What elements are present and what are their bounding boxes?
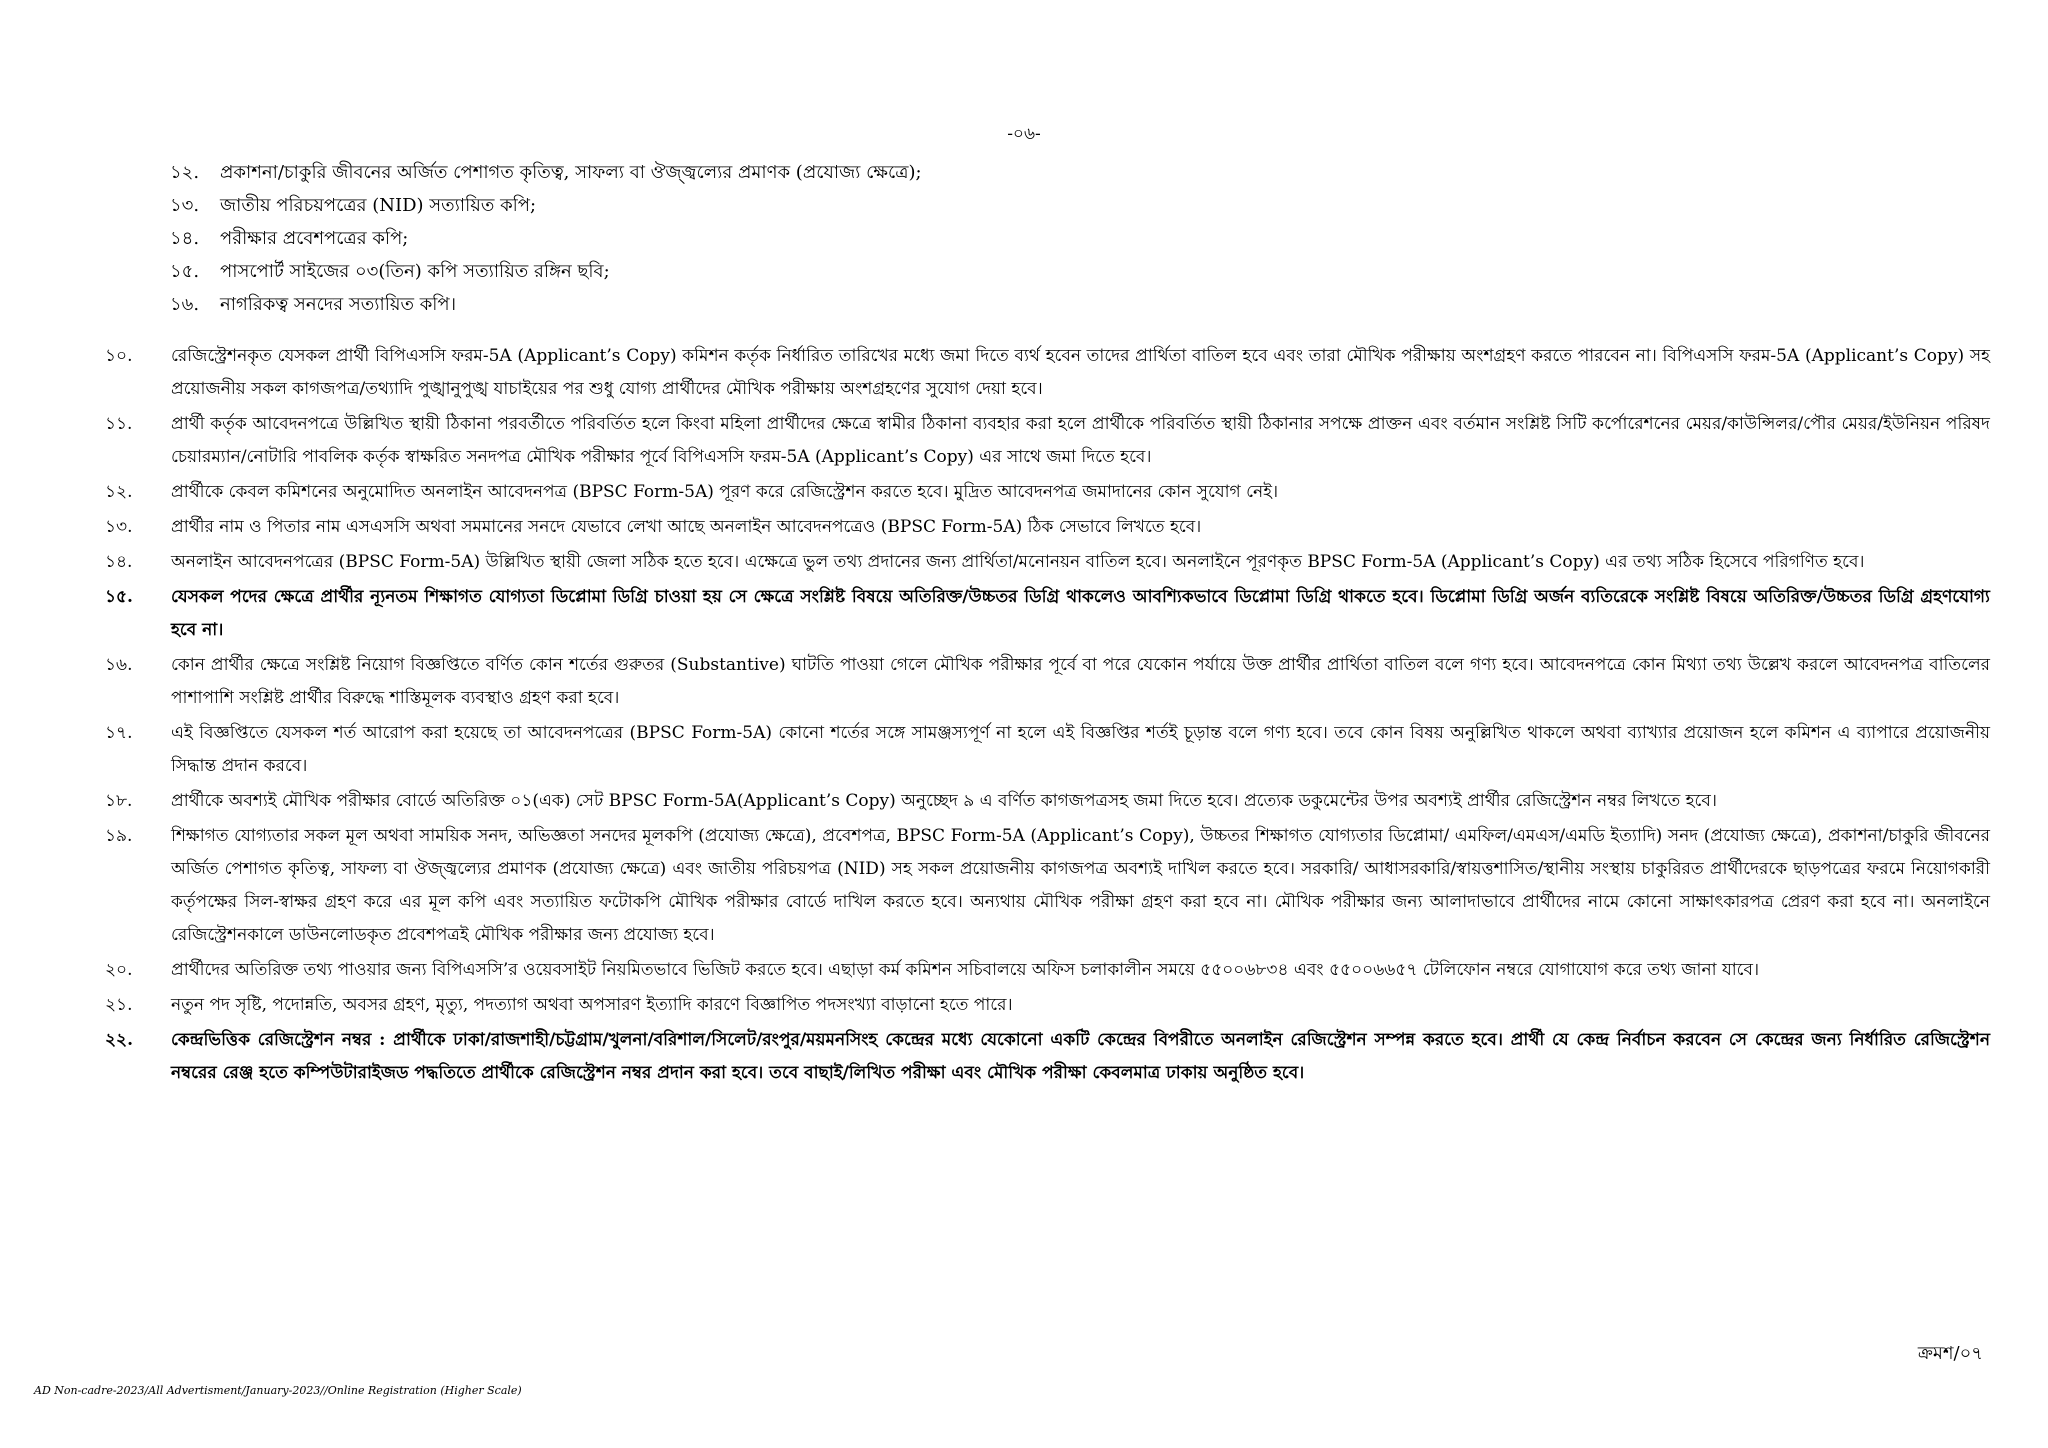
item-text: কোন প্রার্থীর ক্ষেত্রে সংশ্লিষ্ট নিয়োগ বিজ্ঞপ্তিতে বর্ণিত কোন শর্তের গুরুতর (Substantive) ঘাটতি পাওয়া গেলে মৌখিক পরীক্ষার পূর্বে বা পরে যেকোন পর্যায়ে উক্ত প্রার্থীর প্রার্থিতা বাতিল বলে গণ্য হবে। আবেদনপত্রে কোন মিথ্যা তথ্য উল্লেখ করলে আবেদনপত্র বাতিলের পাশাপাশি সংশ্লিষ্ট প্রার্থীর বিরুদ্ধে শাস্তিমূলক ব্যবস্থাও গ্রহণ করা হবে। (171, 655, 1990, 708)
document-main-list (105, 340, 1990, 1092)
sub-item-text: পাসপোর্ট সাইজের ০৩(তিন) কপি সত্যায়িত রঙ্গিন ছবি; (220, 260, 610, 282)
list-item (105, 820, 1990, 952)
item-text: নতুন পদ সৃষ্টি, পদোন্নতি, অবসর গ্রহণ, মৃত্যু, পদত্যাগ অথবা অপসারণ ইত্যাদি কারণে বিজ্ঞাপিত পদসংখ্যা বাড়ানো হতে পারে। (171, 995, 1013, 1015)
sub-list-item (170, 189, 1990, 222)
document-footer: AD Non-cadre-2023/All Advertisment/January-2023//Online Registration (Higher Scale) (34, 1384, 522, 1397)
list-item (105, 546, 1990, 579)
item-text: প্রার্থী কর্তৃক আবেদনপত্রে উল্লিখিত স্থায়ী ঠিকানা পরবর্তীতে পরিবর্তিত হলে কিংবা মহিলা প্রার্থীদের ক্ষেত্রে স্বামীর ঠিকানা ব্যবহার করা হলে প্রার্থীকে পরিবর্তিত স্থায়ী ঠিকানার সপক্ষে প্রাক্তন এবং বর্তমান সংশ্লিষ্ট সিটি কর্পোরেশনের মেয়র/কাউন্সিলর/পৌর মেয়র/ইউনিয়ন পরিষদ চেয়ারম্যান/নোটারি পাবলিক কর্তৃক স্বাক্ষরিত সনদপত্র মৌখিক পরীক্ষার পূর্বে বিপিএসসি ফরম-5A (Applicant’s Copy) এর সাথে জমা দিতে হবে। (171, 414, 1990, 467)
list-item (105, 408, 1990, 474)
sub-list-item (170, 288, 1990, 321)
item-text: কেন্দ্রভিত্তিক রেজিস্ট্রেশন নম্বর : প্রার্থীকে ঢাকা/রাজশাহী/চট্টগ্রাম/খুলনা/বরিশাল/সিলেট/রংপুর/ময়মনসিংহ কেন্দ্রের মধ্যে যেকোনো একটি কেন্দ্রের বিপরীতে অনলাইন রেজিস্ট্রেশন সম্পন্ন করতে হবে। প্রার্থী যে কেন্দ্র নির্বাচন করবেন সে কেন্দ্রের জন্য নির্ধারিত রেজিস্ট্রেশন নম্বরের রেঞ্জ হতে কম্পিউটারাইজড পদ্ধতিতে প্রার্থীকে রেজিস্ট্রেশন নম্বর প্রদান করা হবে। তবে বাছাই/লিখিত পরীক্ষা এবং মৌখিক পরীক্ষা কেবলমাত্র ঢাকায় অনুষ্ঠিত হবে। (171, 1030, 1990, 1083)
sub-item-text: জাতীয় পরিচয়পত্রের (NID) সত্যায়িত কপি; (220, 194, 537, 216)
item-number: ১৭. (105, 723, 133, 743)
sub-item-text: প্রকাশনা/চাকুরি জীবনের অর্জিত পেশাগত কৃতিত্ব, সাফল্য বা ঔজ্জ্বল্যের প্রমাণক (প্রযোজ্য ক্ষেত্রে); (220, 161, 922, 183)
sub-item-number: ১৬. (170, 293, 200, 315)
list-item (105, 340, 1990, 406)
list-item (105, 1024, 1990, 1090)
item-text: প্রার্থীকে কেবল কমিশনের অনুমোদিত অনলাইন আবেদনপত্র (BPSC Form-5A) পূরণ করে রেজিস্ট্রেশন করতে হবে। মুদ্রিত আবেদনপত্র জমাদানের কোন সুযোগ নেই। (171, 482, 1279, 502)
list-item (105, 989, 1990, 1022)
list-item (105, 717, 1990, 783)
sub-item-number: ১৪. (170, 227, 200, 249)
item-number: ১২. (105, 482, 133, 502)
item-number: ১৩. (105, 517, 133, 537)
item-number: ১১. (105, 414, 133, 434)
continued-marker: ক্রমশ/০৭ (1917, 1343, 1983, 1364)
item-text: প্রার্থীকে অবশ্যই মৌখিক পরীক্ষার বোর্ডে অতিরিক্ত ০১(এক) সেট BPSC Form-5A(Applicant’s Copy) অনুচ্ছেদ ৯ এ বর্ণিত কাগজপত্রসহ জমা দিতে হবে। প্রত্যেক ডকুমেন্টের উপর অবশ্যই প্রার্থীর রেজিস্ট্রেশন নম্বর লিখতে হবে। (171, 791, 1717, 811)
sub-item-text: পরীক্ষার প্রবেশপত্রের কপি; (220, 227, 409, 249)
item-number: ১৯. (105, 826, 133, 846)
item-number: ২১. (105, 995, 133, 1015)
item-number: ১৮. (105, 791, 133, 811)
page-number: -০৬- (1007, 124, 1041, 144)
list-item (105, 649, 1990, 715)
list-item (105, 954, 1990, 987)
sub-list-item (170, 156, 1990, 189)
item-text: এই বিজ্ঞপ্তিতে যেসকল শর্ত আরোপ করা হয়েছে তা আবেদনপত্রের (BPSC Form-5A) কোনো শর্তের সঙ্গে সামঞ্জস্যপূর্ণ না হলে এই বিজ্ঞপ্তির শর্তই চূড়ান্ত বলে গণ্য হবে। তবে কোন বিষয় অনুল্লিখিত থাকলে অথবা ব্যাখ্যার প্রয়োজন হলে কমিশন এ ব্যাপারে প্রয়োজনীয় সিদ্ধান্ত প্রদান করবে। (171, 723, 1990, 776)
item-text: অনলাইন আবেদনপত্রের (BPSC Form-5A) উল্লিখিত স্থায়ী জেলা সঠিক হতে হবে। এক্ষেত্রে ভুল তথ্য প্রদানের জন্য প্রার্থিতা/মনোনয়ন বাতিল হবে। অনলাইনে পূরণকৃত BPSC Form-5A (Applicant’s Copy) এর তথ্য সঠিক হিসেবে পরিগণিত হবে। (171, 552, 1865, 572)
document-sub-list (170, 156, 1990, 321)
list-item (105, 476, 1990, 509)
sub-list-item (170, 255, 1990, 288)
sub-list-item (170, 222, 1990, 255)
item-text: শিক্ষাগত যোগ্যতার সকল মূল অথবা সাময়িক সনদ, অভিজ্ঞতা সনদের মূলকপি (প্রযোজ্য ক্ষেত্রে), প্রবেশপত্র, BPSC Form-5A (Applicant’s Copy), উচ্চতর শিক্ষাগত যোগ্যতার ডিপ্লোমা/ এমফিল/এমএস/এমডি ইত্যাদি) সনদ (প্রযোজ্য ক্ষেত্রে), প্রকাশনা/চাকুরি জীবনের অর্জিত পেশাগত কৃতিত্ব, সাফল্য বা ঔজ্জ্বল্যের প্রমাণক (প্রযোজ্য ক্ষেত্রে) এবং জাতীয় পরিচয়পত্র (NID) সহ সকল প্রয়োজনীয় কাগজপত্র অবশ্যই দাখিল করতে হবে। সরকারি/ আধাসরকারি/স্বায়ত্তশাসিত/স্থানীয় সংস্থায় চাকুরিরত প্রার্থীদেরকে ছাড়পত্রের ফরমে নিয়োগকারী কর্তৃপক্ষের সিল-স্বাক্ষর গ্রহণ করে এর মূল কপি এবং সত্যায়িত ফটোকপি মৌখিক পরীক্ষার বোর্ডে দাখিল করতে হবে। অন্যথায় মৌখিক পরীক্ষা গ্রহণ করা হবে না। মৌখিক পরীক্ষার জন্য আলাদাভাবে প্রার্থীদের নামে কোনো সাক্ষাৎকারপত্র প্রেরণ করা হবে না। অনলাইনে রেজিস্ট্রেশনকালে ডাউনলোডকৃত প্রবেশপত্রই মৌখিক পরীক্ষার জন্য প্রযোজ্য হবে। (171, 826, 1990, 945)
sub-item-number: ১২. (170, 161, 200, 183)
item-text: যেসকল পদের ক্ষেত্রে প্রার্থীর ন্যূনতম শিক্ষাগত যোগ্যতা ডিপ্লোমা ডিগ্রি চাওয়া হয় সে ক্ষেত্রে সংশ্লিষ্ট বিষয়ে অতিরিক্ত/উচ্চতর ডিগ্রি থাকলেও আবশ্যিকভাবে ডিপ্লোমা ডিগ্রি থাকতে হবে। ডিপ্লোমা ডিগ্রি অর্জন ব্যতিরেকে সংশ্লিষ্ট বিষয়ে অতিরিক্ত/উচ্চতর ডিগ্রি গ্রহণযোগ্য হবে না। (171, 587, 1990, 640)
item-number: ১৪. (105, 552, 133, 572)
sub-item-number: ১৩. (170, 194, 200, 216)
list-item (105, 785, 1990, 818)
item-number: ২০. (105, 960, 133, 980)
sub-item-text: নাগরিকত্ব সনদের সত্যায়িত কপি। (220, 293, 457, 315)
item-number: ২২. (105, 1030, 134, 1050)
item-text: প্রার্থীদের অতিরিক্ত তথ্য পাওয়ার জন্য বিপিএসসি’র ওয়েবসাইট নিয়মিতভাবে ভিজিট করতে হবে। এছাড়া কর্ম কমিশন সচিবালয়ে অফিস চলাকালীন সময়ে ৫৫০০৬৮৩৪ এবং ৫৫০০৬৬৫৭ টেলিফোন নম্বরে যোগাযোগ করে তথ্য জানা যাবে। (171, 960, 1760, 980)
item-text: প্রার্থীর নাম ও পিতার নাম এসএসসি অথবা সমমানের সনদে যেভাবে লেখা আছে অনলাইন আবেদনপত্রেও (BPSC Form-5A) ঠিক সেভাবে লিখতে হবে। (171, 517, 1202, 537)
list-item (105, 511, 1990, 544)
item-number: ১৫. (105, 587, 133, 607)
item-number: ১০. (105, 346, 133, 366)
list-item (105, 581, 1990, 647)
sub-item-number: ১৫. (170, 260, 200, 282)
item-number: ১৬. (105, 655, 133, 675)
item-text: রেজিস্ট্রেশনকৃত যেসকল প্রার্থী বিপিএসসি ফরম-5A (Applicant’s Copy) কমিশন কর্তৃক নির্ধারিত তারিখের মধ্যে জমা দিতে ব্যর্থ হবেন তাদের প্রার্থিতা বাতিল হবে এবং তারা মৌখিক পরীক্ষায় অংশগ্রহণ করতে পারবেন না। বিপিএসসি ফরম-5A (Applicant’s Copy) সহ প্রয়োজনীয় সকল কাগজপত্র/তথ্যাদি পুঙ্খানুপুঙ্খ যাচাইয়ের পর শুধু যোগ্য প্রার্থীদের মৌখিক পরীক্ষায় অংশগ্রহণের সুযোগ দেয়া হবে। (171, 346, 1990, 399)
